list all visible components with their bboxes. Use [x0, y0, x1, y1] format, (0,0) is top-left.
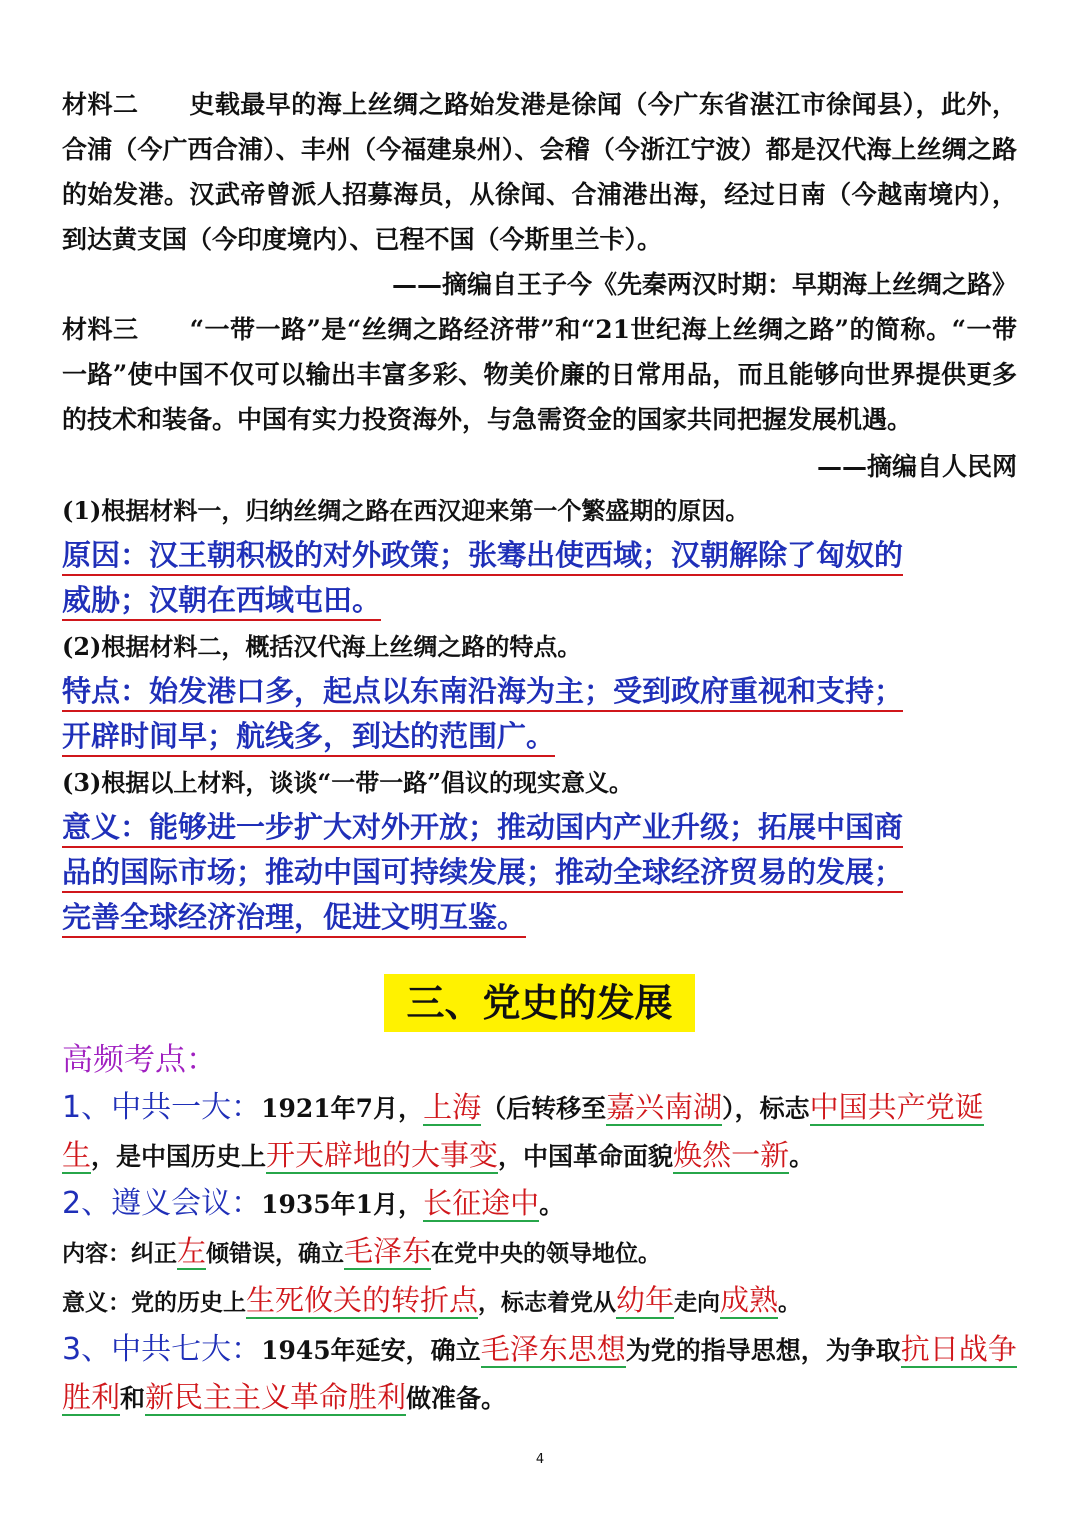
- point-1: [62, 1084, 1017, 1180]
- point-text: 和: [120, 1384, 146, 1413]
- point-label: 1、中共一大：: [62, 1090, 262, 1125]
- point-text: （后转移至: [481, 1094, 607, 1123]
- keyword: 新民主主义革命胜利: [145, 1380, 407, 1414]
- point-text: 做准备。: [406, 1384, 507, 1413]
- point-text: ），标志: [722, 1094, 810, 1123]
- answer-line: 意义：能够进一步扩大对外开放；推动国内产业升级；拓展中国商: [62, 810, 903, 848]
- point-text: 在党中央的领导地位。: [431, 1240, 662, 1267]
- material2-source: ——摘编自王子今《先秦两汉时期：早期海上丝绸之路》: [391, 270, 1017, 299]
- material2-text: 材料二 史载最早的海上丝绸之路始发港是徐闻（今广东省湛江市徐闻县），此外，合浦（今广西合浦）、丰州（今福建泉州）、会稽（今浙江宁波）都是汉代海上丝绸之路的始发港。汉武帝曾派人招募海员，从徐闻、合浦港出海，经过日南（今越南境内），到达黄支国（今印度境内）、已程不国（今斯里兰卡）。: [62, 90, 1017, 254]
- point-2-meaning: [62, 1277, 1017, 1326]
- keyword: 中国共产党诞生: [62, 1090, 984, 1172]
- keyword: 幼年: [616, 1283, 675, 1317]
- point-2: [62, 1180, 1017, 1228]
- point-3: [62, 1326, 1017, 1422]
- section-title: 三、党史的发展: [384, 974, 694, 1032]
- page-number: 4: [535, 1452, 545, 1467]
- point-text: ，中国革命面貌: [498, 1142, 674, 1171]
- keyword: 焕然一新: [673, 1138, 790, 1172]
- answer-line: 威胁；汉朝在西域屯田。: [62, 583, 381, 621]
- keyword: 生死攸关的转折点: [246, 1283, 479, 1317]
- point-text: 为党的指导思想，为争取: [625, 1336, 901, 1365]
- point-text: 内容：纠正: [62, 1240, 177, 1267]
- answer-line: 完善全球经济治理，促进文明互鉴。: [62, 900, 526, 938]
- question-2: (2)根据材料二，概括汉代海上丝绸之路的特点。: [62, 632, 582, 661]
- point-label: 3、中共七大：: [62, 1332, 262, 1367]
- answer-line: 特点：始发港口多，起点以东南沿海为主；受到政府重视和支持；: [62, 674, 903, 712]
- point-text: 1921年7月，: [261, 1094, 424, 1123]
- question-3: (3)根据以上材料，谈谈“一带一路”倡议的现实意义。: [62, 768, 634, 797]
- keyword: 成熟: [720, 1283, 779, 1317]
- section-subtitle: 高频考点：: [62, 1042, 217, 1078]
- point-text: 。: [539, 1190, 565, 1219]
- answer-3: [62, 805, 1017, 940]
- answer-1: [62, 533, 1017, 623]
- keyword: 上海: [423, 1090, 482, 1124]
- point-text: ，标志着党从: [478, 1289, 617, 1316]
- point-text: 。: [778, 1289, 802, 1316]
- point-text: 走向: [674, 1289, 721, 1316]
- keyword: 长征途中: [423, 1186, 540, 1220]
- keyword: 开天辟地的大事变: [266, 1138, 499, 1172]
- material3-text: 材料三 “一带一路”是“丝绸之路经济带”和“21世纪海上丝绸之路”的简称。“一带一路”使中国不仅可以输出丰富多彩、物美价廉的日常用品，而且能够向世界提供更多的技术和装备。中国有实力投资海外，与急需资金的国家共同把握发展机遇。: [62, 315, 1017, 434]
- point-text: 。: [789, 1142, 815, 1171]
- material3-source: ——摘编自人民网: [816, 452, 1017, 481]
- point-text: 1935年1月，: [261, 1190, 424, 1219]
- page-content: [62, 82, 1017, 1422]
- question-1: (1)根据材料一，归纳丝绸之路在西汉迎来第一个繁盛期的原因。: [62, 496, 750, 525]
- point-text: 倾错误，确立: [206, 1240, 345, 1267]
- answer-line: 开辟时间早；航线多，到达的范围广。: [62, 719, 555, 757]
- point-label: 2、遵义会议：: [62, 1186, 262, 1221]
- point-text: 1945年延安，确立: [261, 1336, 481, 1365]
- section-heading: [62, 974, 1017, 1034]
- keyword: 抗日战争胜利: [62, 1332, 1017, 1414]
- keyword: 毛泽东: [344, 1234, 432, 1268]
- answer-line: 品的国际市场；推动中国可持续发展；推动全球经济贸易的发展；: [62, 855, 903, 893]
- answer-line: 原因：汉王朝积极的对外政策；张骞出使西域；汉朝解除了匈奴的: [62, 538, 903, 576]
- keyword: 嘉兴南湖: [606, 1090, 723, 1124]
- answer-2: [62, 669, 1017, 759]
- keyword: 毛泽东思想: [480, 1332, 626, 1366]
- point-2-content: [62, 1228, 1017, 1277]
- point-text: 意义：党的历史上: [62, 1289, 246, 1316]
- point-text: ，是中国历史上: [91, 1142, 267, 1171]
- keyword: 左: [177, 1234, 207, 1268]
